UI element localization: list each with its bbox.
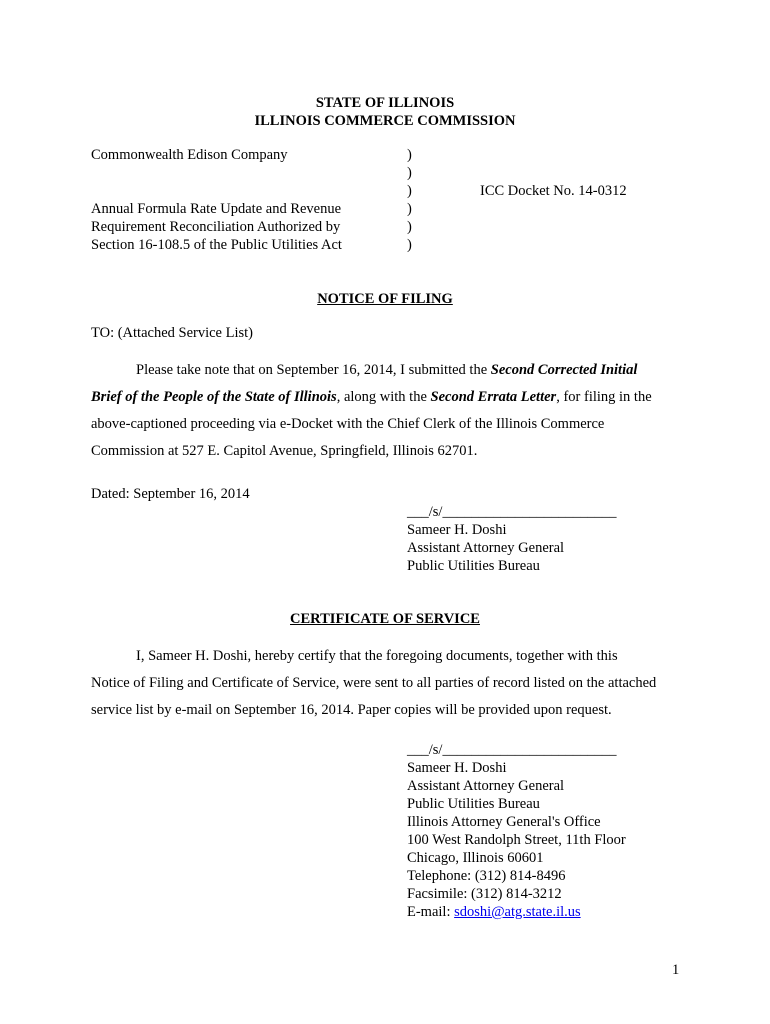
signer-title: Assistant Attorney General — [407, 778, 565, 794]
header-state: STATE OF ILLINOIS — [315, 95, 455, 111]
caption-paren: ) — [407, 165, 412, 181]
caption-party: Commonwealth Edison Company — [91, 147, 288, 163]
caption-paren: ) — [407, 237, 412, 253]
signer-name: Sameer H. Doshi — [407, 760, 507, 776]
certificate-line-3: service list by e-mail on September 16, 2014. Paper copies will be provided upon request. — [91, 702, 612, 718]
notice-para-line-3: above-captioned proceeding via e-Docket with the Chief Clerk of the Illinois Commerce — [91, 416, 605, 432]
certificate-line-2: Notice of Filing and Certificate of Service, were sent to all parties of record listed on the attached — [91, 675, 657, 691]
signer-facsimile: Facsimile: (312) 814-3212 — [407, 886, 562, 902]
page-number: 1 — [672, 962, 680, 978]
signer-city: Chicago, Illinois 60601 — [407, 850, 544, 866]
signature-line: ___/s/________________________ — [407, 504, 617, 520]
signer-office: Illinois Attorney General's Office — [407, 814, 601, 830]
certificate-line-1: I, Sameer H. Doshi, hereby certify that the foregoing documents, together with this — [136, 648, 618, 664]
signer-title: Assistant Attorney General — [407, 540, 565, 556]
docket-number: ICC Docket No. 14-0312 — [480, 183, 627, 199]
caption-paren: ) — [407, 219, 412, 235]
notice-para-line-2: Brief of the People of the State of Illinois, along with the Second Errata Letter, for filing in the — [91, 389, 652, 405]
signature-line: ___/s/________________________ — [407, 742, 617, 758]
caption-matter-2: Requirement Reconciliation Authorized by — [91, 219, 341, 235]
caption-matter-1: Annual Formula Rate Update and Revenue — [91, 201, 342, 217]
notice-to: TO: (Attached Service List) — [91, 325, 253, 341]
caption-paren: ) — [407, 147, 412, 163]
signer-telephone: Telephone: (312) 814-8496 — [407, 868, 566, 884]
signer-bureau: Public Utilities Bureau — [407, 796, 540, 812]
notice-para-line-1: Please take note that on September 16, 2014, I submitted the Second Corrected Initial — [136, 362, 638, 378]
email-link[interactable]: sdoshi@atg.state.il.us — [454, 904, 581, 920]
caption-matter-3: Section 16-108.5 of the Public Utilities Act — [91, 237, 342, 253]
dated-line: Dated: September 16, 2014 — [91, 486, 250, 502]
caption-paren: ) — [407, 201, 412, 217]
signer-email-line — [407, 904, 581, 921]
header-commission: ILLINOIS COMMERCE COMMISSION — [254, 113, 516, 129]
certificate-title: CERTIFICATE OF SERVICE — [290, 611, 480, 627]
notice-title: NOTICE OF FILING — [317, 291, 453, 307]
signer-bureau: Public Utilities Bureau — [407, 558, 540, 574]
email-label: E-mail: — [407, 904, 455, 920]
notice-para-line-4: Commission at 527 E. Capitol Avenue, Springfield, Illinois 62701. — [91, 443, 478, 459]
caption-paren: ) — [407, 183, 412, 199]
signer-name: Sameer H. Doshi — [407, 522, 507, 538]
signer-street: 100 West Randolph Street, 11th Floor — [407, 832, 626, 848]
